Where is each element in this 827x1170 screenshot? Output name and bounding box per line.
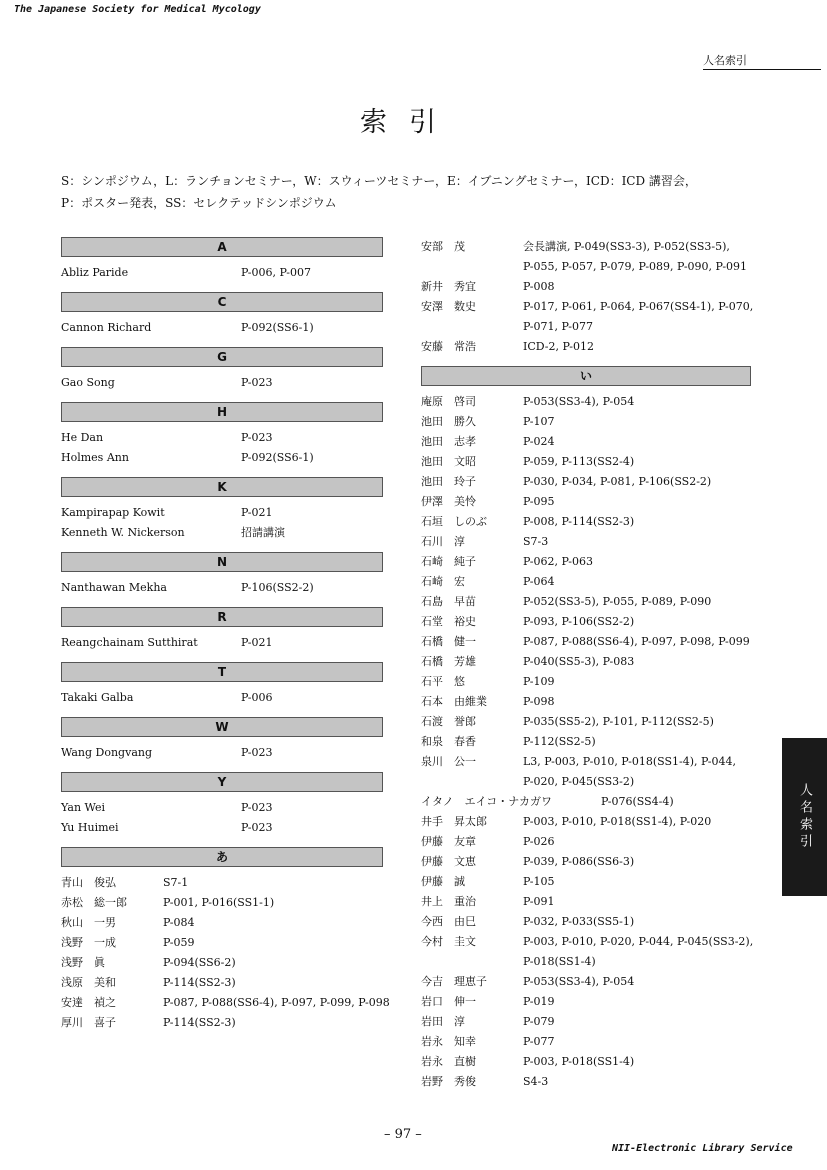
legend-line-2: P：ポスター発表，SS：セレクテッドシンポジウム xyxy=(61,196,337,210)
index-entry xyxy=(61,428,383,448)
entry-refs: P-001, P-016(SS1-1) xyxy=(163,896,275,909)
section-heading: H xyxy=(61,402,383,422)
author-name: イタノ エイコ・ナカガワ xyxy=(421,795,553,808)
index-entry xyxy=(61,503,383,523)
index-entry xyxy=(61,373,383,393)
index-entry xyxy=(421,652,751,672)
entry-refs: P-026 xyxy=(523,835,555,848)
author-name: 岩永 直樹 xyxy=(421,1055,476,1068)
author-name: 石平 悠 xyxy=(421,675,465,688)
section-heading: W xyxy=(61,717,383,737)
index-entry xyxy=(421,237,751,277)
section-heading: T xyxy=(61,662,383,682)
entry-refs: L3, P-003, P-010, P-018(SS1-4), P-044, xyxy=(523,755,736,768)
index-entry xyxy=(421,852,751,872)
index-entry xyxy=(421,752,751,792)
index-entry xyxy=(421,277,751,297)
section-heading: あ xyxy=(61,847,383,867)
index-entry xyxy=(61,798,383,818)
entry-refs: P-008, P-114(SS2-3) xyxy=(523,515,635,528)
index-entry xyxy=(421,612,751,632)
index-entry xyxy=(421,872,751,892)
entry-refs: P-059, P-113(SS2-4) xyxy=(523,455,635,468)
author-name: Kenneth W. Nickerson xyxy=(61,526,185,539)
entry-refs: P-114(SS2-3) xyxy=(163,976,236,989)
section-heading: K xyxy=(61,477,383,497)
author-name: Yu Huimei xyxy=(61,821,119,834)
author-name: 池田 玲子 xyxy=(421,475,476,488)
index-entry xyxy=(421,1072,751,1092)
section-heading: Y xyxy=(61,772,383,792)
author-name: Wang Dongvang xyxy=(61,746,152,759)
author-name: 秋山 一男 xyxy=(61,916,116,929)
index-entry xyxy=(61,953,383,973)
index-entry xyxy=(61,318,383,338)
entry-refs: P-105 xyxy=(523,875,555,888)
author-name: 石堂 裕史 xyxy=(421,615,476,628)
entry-refs: S4-3 xyxy=(523,1075,549,1088)
author-name: Yan Wei xyxy=(61,801,105,814)
entry-refs: P-021 xyxy=(241,636,273,649)
index-entry xyxy=(421,572,751,592)
index-entry xyxy=(421,672,751,692)
author-name: 井上 重治 xyxy=(421,895,476,908)
author-name: Kampirapap Kowit xyxy=(61,506,165,519)
author-name: 伊藤 友章 xyxy=(421,835,476,848)
author-name: 伊藤 文恵 xyxy=(421,855,476,868)
entry-refs: P-094(SS6-2) xyxy=(163,956,236,969)
index-entry xyxy=(421,892,751,912)
side-tab[interactable]: 人名索引 xyxy=(782,738,827,896)
author-name: 池田 志孝 xyxy=(421,435,476,448)
author-name: 岩永 知幸 xyxy=(421,1035,476,1048)
author-name: 今吉 理恵子 xyxy=(421,975,487,988)
entry-refs: S7-3 xyxy=(523,535,549,548)
author-name: Takaki Galba xyxy=(61,691,134,704)
author-name: Nanthawan Mekha xyxy=(61,581,167,594)
author-name: 石橋 芳雄 xyxy=(421,655,476,668)
entry-refs: P-109 xyxy=(523,675,555,688)
entry-refs: P-087, P-088(SS6-4), P-097, P-099, P-098 xyxy=(163,996,390,1009)
entry-refs: P-023 xyxy=(241,801,273,814)
entry-refs: P-040(SS5-3), P-083 xyxy=(523,655,635,668)
entry-refs: P-059 xyxy=(163,936,195,949)
entry-refs: P-019 xyxy=(523,995,555,1008)
index-entry xyxy=(421,297,754,337)
entry-refs: P-112(SS2-5) xyxy=(523,735,596,748)
index-entry xyxy=(421,972,751,992)
society-header: The Japanese Society for Medical Mycology xyxy=(14,4,261,15)
index-column-left xyxy=(61,237,390,1033)
entry-refs: ICD-2, P-012 xyxy=(523,340,595,353)
author-name: 和泉 春香 xyxy=(421,735,476,748)
index-entry xyxy=(421,632,751,652)
index-entry xyxy=(61,523,383,543)
entry-refs: P-071, P-077 xyxy=(523,320,594,333)
index-entry xyxy=(61,913,383,933)
entry-refs: P-092(SS6-1) xyxy=(241,451,314,464)
index-entry xyxy=(421,552,751,572)
entry-refs: P-053(SS3-4), P-054 xyxy=(523,975,635,988)
index-entry xyxy=(61,448,383,468)
index-entry xyxy=(421,712,751,732)
index-entry xyxy=(61,578,383,598)
author-name: 岩野 秀俊 xyxy=(421,1075,476,1088)
author-name: 安達 禎之 xyxy=(61,996,116,1009)
index-entry xyxy=(61,688,383,708)
section-heading: R xyxy=(61,607,383,627)
entry-refs: P-076(SS4-4) xyxy=(601,795,674,808)
entry-refs: P-020, P-045(SS3-2) xyxy=(523,775,635,788)
index-entry xyxy=(421,592,751,612)
index-entry xyxy=(421,472,751,492)
entry-refs: P-035(SS5-2), P-101, P-112(SS2-5) xyxy=(523,715,714,728)
page-title: 索引 xyxy=(360,107,458,138)
page-number: – 97 – xyxy=(384,1127,422,1142)
author-name: 浅原 美和 xyxy=(61,976,116,989)
index-entry xyxy=(421,692,751,712)
entry-refs: P-003, P-010, P-020, P-044, P-045(SS3-2), xyxy=(523,935,754,948)
entry-refs: P-092(SS6-1) xyxy=(241,321,314,334)
entry-refs: S7-1 xyxy=(163,876,189,889)
index-entry xyxy=(61,873,383,893)
footer-credit: NII-Electronic Library Service xyxy=(612,1143,793,1154)
index-entry xyxy=(421,392,751,412)
index-entry xyxy=(421,732,751,752)
author-name: 赤松 総一郎 xyxy=(61,896,127,909)
entry-refs: P-095 xyxy=(523,495,555,508)
section-heading: A xyxy=(61,237,383,257)
entry-refs: P-064 xyxy=(523,575,555,588)
index-entry xyxy=(61,743,383,763)
entry-refs: 会長講演, P-049(SS3-3), P-052(SS3-5), xyxy=(523,240,730,253)
index-entry xyxy=(421,992,751,1012)
index-entry xyxy=(61,633,383,653)
entry-refs: 招請講演 xyxy=(241,526,285,539)
entry-refs: P-053(SS3-4), P-054 xyxy=(523,395,635,408)
entry-refs: P-079 xyxy=(523,1015,555,1028)
author-name: Abliz Paride xyxy=(61,266,129,279)
entry-refs: P-107 xyxy=(523,415,555,428)
author-name: Gao Song xyxy=(61,376,115,389)
author-name: 伊澤 美怜 xyxy=(421,495,476,508)
index-entry xyxy=(61,973,383,993)
author-name: Reangchainam Sutthirat xyxy=(61,636,198,649)
index-entry xyxy=(421,532,751,552)
entry-refs: P-091 xyxy=(523,895,555,908)
author-name: 井手 昇太郎 xyxy=(421,815,487,828)
author-name: 今西 由巳 xyxy=(421,915,476,928)
index-entry xyxy=(61,893,383,913)
index-entry xyxy=(421,932,754,972)
entry-refs: P-018(SS1-4) xyxy=(523,955,596,968)
entry-refs: P-006 xyxy=(241,691,273,704)
author-name: 石橋 健一 xyxy=(421,635,476,648)
author-name: 今村 圭文 xyxy=(421,935,476,948)
section-heading: い xyxy=(421,366,751,386)
index-entry xyxy=(61,933,383,953)
index-entry xyxy=(61,818,383,838)
entry-refs: P-030, P-034, P-081, P-106(SS2-2) xyxy=(523,475,712,488)
entry-refs: P-021 xyxy=(241,506,273,519)
index-entry xyxy=(421,452,751,472)
entry-refs: P-084 xyxy=(163,916,195,929)
index-entry xyxy=(421,792,751,812)
entry-refs: P-114(SS2-3) xyxy=(163,1016,236,1029)
index-entry xyxy=(421,1052,751,1072)
index-entry xyxy=(421,912,751,932)
index-column-right xyxy=(421,237,754,1092)
entry-refs: P-055, P-057, P-079, P-089, P-090, P-091 xyxy=(523,260,748,273)
author-name: 青山 俊弘 xyxy=(61,876,116,889)
entry-refs: P-023 xyxy=(241,746,273,759)
author-name: 岩田 淳 xyxy=(421,1015,465,1028)
index-entry xyxy=(61,263,383,283)
entry-refs: P-024 xyxy=(523,435,555,448)
index-entry xyxy=(421,832,751,852)
author-name: 池田 文昭 xyxy=(421,455,476,468)
author-name: 安藤 常浩 xyxy=(421,340,476,353)
section-heading: G xyxy=(61,347,383,367)
author-name: 石崎 純子 xyxy=(421,555,476,568)
index-entry xyxy=(61,993,390,1013)
author-name: 石渡 誉郎 xyxy=(421,715,476,728)
entry-refs: P-052(SS3-5), P-055, P-089, P-090 xyxy=(523,595,712,608)
legend-line-1: S：シンポジウム，L：ランチョンセミナー，W：スウィーツセミナー，E：イブニングセミナー，ICD：ICD 講習会， xyxy=(61,174,697,188)
entry-refs: P-106(SS2-2) xyxy=(241,581,314,594)
author-name: 庵原 啓司 xyxy=(421,395,476,408)
author-name: 浅野 一成 xyxy=(61,936,116,949)
entry-refs: P-023 xyxy=(241,376,273,389)
index-entry xyxy=(421,812,751,832)
entry-refs: P-006, P-007 xyxy=(241,266,312,279)
entry-refs: P-032, P-033(SS5-1) xyxy=(523,915,635,928)
entry-refs: P-008 xyxy=(523,280,555,293)
entry-refs: P-098 xyxy=(523,695,555,708)
author-name: 池田 勝久 xyxy=(421,415,476,428)
author-name: 石島 早苗 xyxy=(421,595,476,608)
author-name: 新井 秀宜 xyxy=(421,280,476,293)
entry-refs: P-087, P-088(SS6-4), P-097, P-098, P-099 xyxy=(523,635,750,648)
author-name: Holmes Ann xyxy=(61,451,129,464)
entry-refs: P-003, P-018(SS1-4) xyxy=(523,1055,635,1068)
entry-refs: P-017, P-061, P-064, P-067(SS4-1), P-070, xyxy=(523,300,754,313)
author-name: 浅野 眞 xyxy=(61,956,105,969)
author-name: 石川 淳 xyxy=(421,535,465,548)
section-heading: C xyxy=(61,292,383,312)
entry-refs: P-039, P-086(SS6-3) xyxy=(523,855,635,868)
author-name: 石崎 宏 xyxy=(421,575,465,588)
index-entry xyxy=(421,1032,751,1052)
entry-refs: P-003, P-010, P-018(SS1-4), P-020 xyxy=(523,815,712,828)
index-entry xyxy=(421,512,751,532)
index-entry xyxy=(421,1012,751,1032)
section-label: 人名索引 xyxy=(703,52,821,70)
index-entry xyxy=(421,432,751,452)
entry-refs: P-062, P-063 xyxy=(523,555,594,568)
author-name: 石本 由維業 xyxy=(421,695,487,708)
author-name: Cannon Richard xyxy=(61,321,152,334)
entry-refs: P-093, P-106(SS2-2) xyxy=(523,615,635,628)
author-name: 泉川 公一 xyxy=(421,755,476,768)
author-name: 岩口 伸一 xyxy=(421,995,476,1008)
author-name: 安部 茂 xyxy=(421,240,465,253)
entry-refs: P-023 xyxy=(241,431,273,444)
index-entry xyxy=(61,1013,383,1033)
index-entry xyxy=(421,337,751,357)
author-name: 伊藤 誠 xyxy=(421,875,465,888)
author-name: 厚川 喜子 xyxy=(61,1016,116,1029)
author-name: 安澤 数史 xyxy=(421,300,476,313)
author-name: 石垣 しのぶ xyxy=(421,515,487,528)
index-entry xyxy=(421,492,751,512)
index-entry xyxy=(421,412,751,432)
entry-refs: P-077 xyxy=(523,1035,555,1048)
author-name: He Dan xyxy=(61,431,104,444)
entry-refs: P-023 xyxy=(241,821,273,834)
section-heading: N xyxy=(61,552,383,572)
